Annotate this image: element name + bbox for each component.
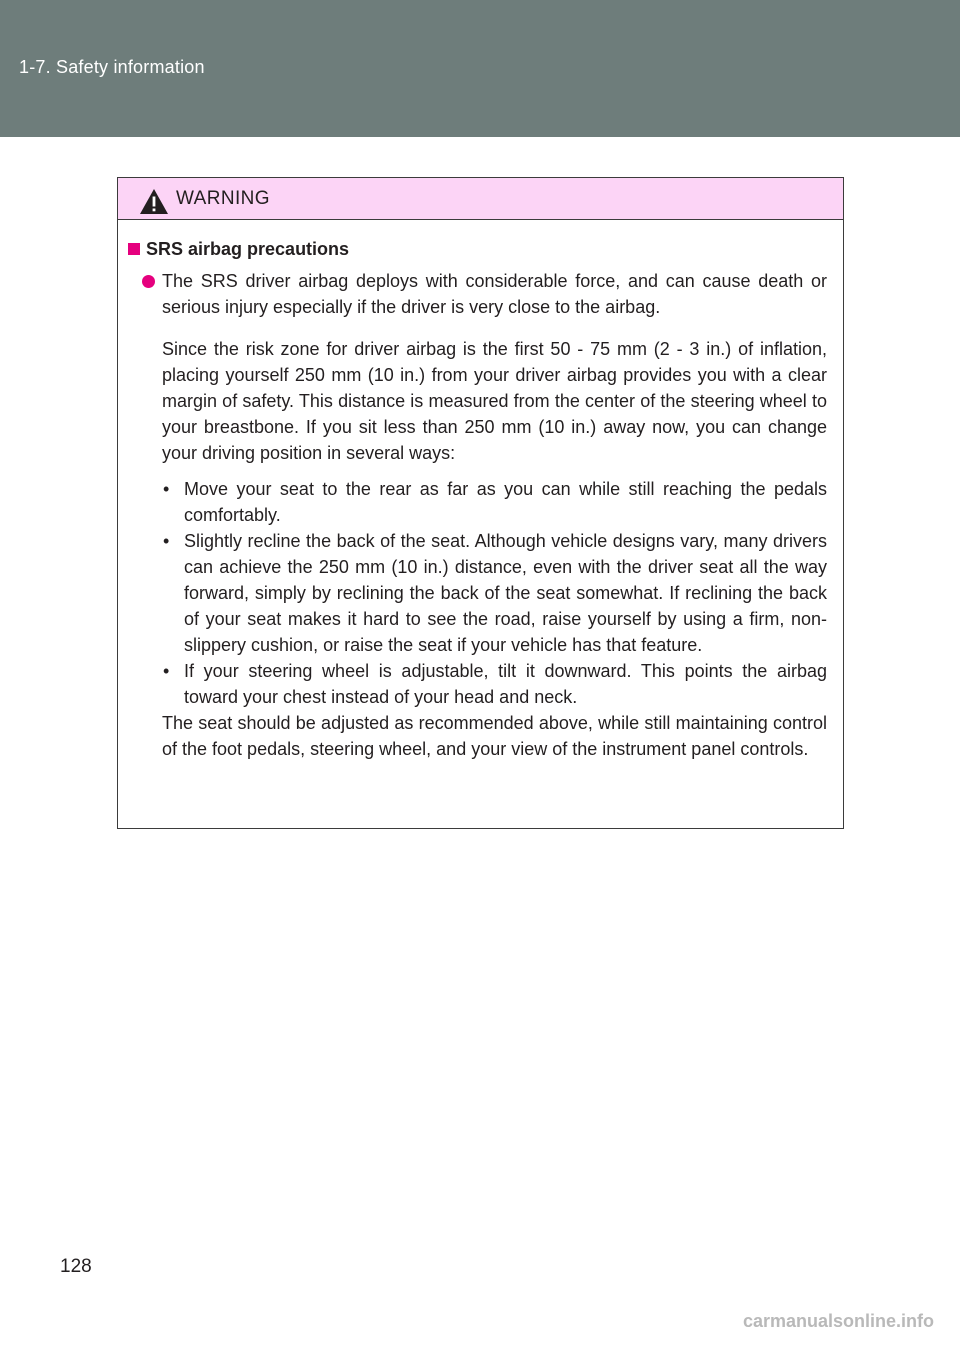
list-item: • If your steering wheel is adjustable, tilt it downward. This points the airbag toward your chest instead of your head and neck.	[162, 658, 827, 710]
paragraph-airbag-force: The SRS driver airbag deploys with considerable force, and can cause death or serious injury especially if the driver is very close to the airbag.	[162, 271, 827, 317]
watermark: carmanualsonline.info	[742, 1311, 934, 1331]
dot-bullet-icon: •	[163, 531, 170, 551]
paragraph-risk-zone: Since the risk zone for driver airbag is the first 50 - 75 mm (2 - 3 in.) of inflation, placing yourself 250 mm (10 in.) from your driver airbag provides you with a clear margin of safety. This distance is measured from the center of the steering wheel to your breastbone. If you sit less than 250 mm (10 in.) away now, you can change your driving position in several ways:	[162, 339, 827, 463]
header-band	[0, 0, 960, 137]
dot-bullet-icon: •	[163, 479, 170, 499]
square-bullet-icon	[128, 243, 140, 255]
adjustment-list	[162, 476, 827, 710]
dot-bullet-icon: •	[163, 661, 170, 681]
page-number: 128	[60, 1256, 92, 1277]
circle-bullet-icon	[142, 275, 155, 288]
list-item: • Slightly recline the back of the seat. Although vehicle designs vary, many drivers can achieve the 250 mm (10 in.) distance, even with the driver seat all the way forward, simply by reclining the back of the seat somewhat. If reclining the back of your seat makes it hard to see the road, raise yourself by using a firm, non-slippery cushion, or raise the seat if your vehicle has that feature.	[162, 528, 827, 658]
warning-header	[118, 178, 843, 220]
subheading-text: SRS airbag precautions	[146, 239, 350, 259]
warning-box	[117, 177, 844, 829]
warning-triangle-icon	[139, 188, 169, 215]
list-item: • Move your seat to the rear as far as you can while still reaching the pedals comfortably.	[162, 476, 827, 528]
section-title: 1-7. Safety information	[19, 57, 205, 77]
subheading	[128, 236, 349, 262]
paragraph-seat-adjustment: The seat should be adjusted as recommended above, while still maintaining control of the foot pedals, steering wheel, and your view of the instrument panel controls.	[162, 713, 827, 759]
warning-title: WARNING	[176, 188, 270, 209]
